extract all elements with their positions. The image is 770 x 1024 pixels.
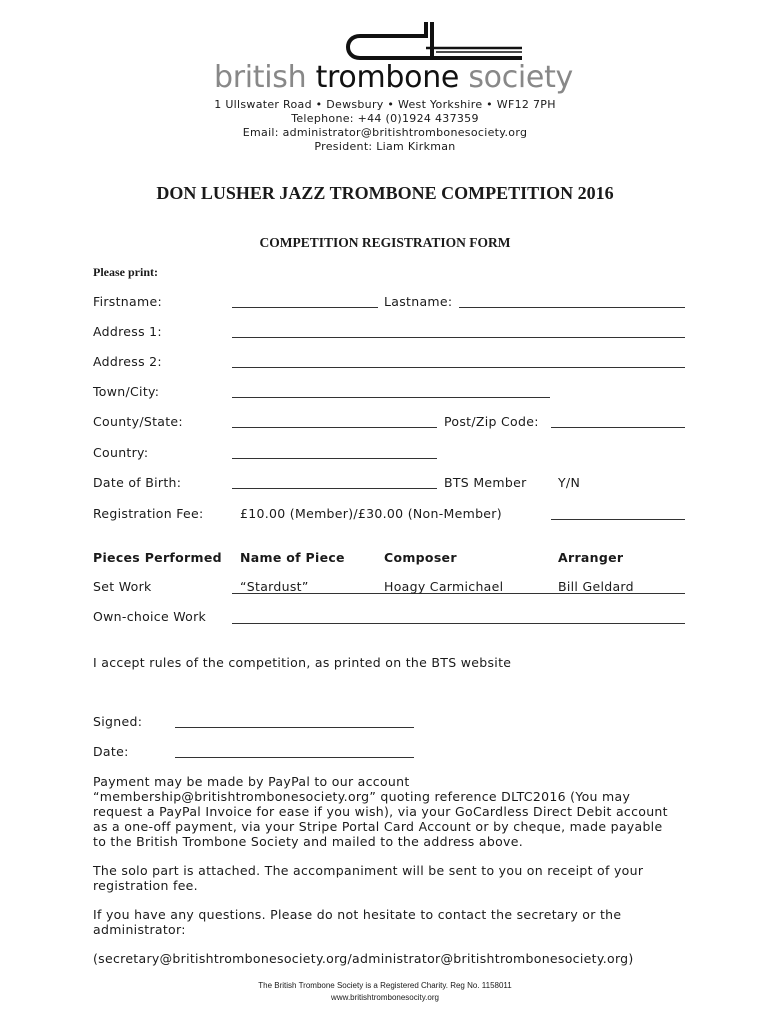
- county-field[interactable]: [232, 427, 437, 428]
- bts-member-yn[interactable]: Y/N: [558, 475, 581, 490]
- postcode-label: Post/Zip Code:: [444, 414, 539, 429]
- date-label: Date:: [93, 744, 129, 759]
- address-line: 1 Ullswater Road • Dewsbury • West Yorkshire • WF12 7PH: [214, 98, 556, 111]
- fee-field[interactable]: [551, 519, 685, 520]
- town-label: Town/City:: [93, 384, 160, 399]
- address1-field[interactable]: [232, 337, 685, 338]
- accept-rules-text: I accept rules of the competition, as printed on the BTS website: [93, 655, 512, 670]
- page-title: DON LUSHER JAZZ TROMBONE COMPETITION 2016: [156, 183, 614, 203]
- questions-paragraph: [93, 907, 621, 937]
- address2-field[interactable]: [232, 367, 685, 368]
- payment-line: Payment may be made by PayPal to our account: [93, 774, 410, 789]
- payment-line: request a PayPal Invoice for ease if you wish), via your GoCardless Direct Debit account: [93, 804, 668, 819]
- questions-line: administrator:: [93, 922, 186, 937]
- address2-label: Address 2:: [93, 354, 162, 369]
- piece-name-header: Name of Piece: [240, 550, 345, 565]
- address1-label: Address 1:: [93, 324, 162, 339]
- email-line: Email: administrator@britishtrombonesociety.org: [242, 126, 528, 139]
- set-work-arranger: Bill Geldard: [558, 579, 634, 594]
- solo-line: The solo part is attached. The accompaniment will be sent to you on receipt of your: [93, 863, 644, 878]
- own-choice-label: Own-choice Work: [93, 609, 207, 624]
- dob-label: Date of Birth:: [93, 475, 182, 490]
- payment-paragraph: [93, 774, 668, 849]
- charity-footer: The British Trombone Society is a Registered Charity. Reg No. 1158011: [258, 981, 512, 990]
- dob-field[interactable]: [232, 488, 437, 489]
- bts-member-label: BTS Member: [444, 475, 527, 490]
- logo-british: british: [214, 60, 316, 95]
- signature-field[interactable]: [175, 727, 414, 728]
- lastname-label: Lastname:: [384, 294, 453, 309]
- society-logo-text: [214, 60, 573, 95]
- website-footer: www.britishtrombonesocity.org: [331, 993, 439, 1002]
- own-choice-field[interactable]: [232, 623, 685, 624]
- set-work-piece: “Stardust”: [240, 579, 309, 594]
- please-print-label: Please print:: [93, 265, 158, 279]
- fee-value: £10.00 (Member)/£30.00 (Non-Member): [240, 506, 502, 521]
- solo-line: registration fee.: [93, 878, 198, 893]
- set-work-composer: Hoagy Carmichael: [384, 579, 504, 594]
- composer-header: Composer: [384, 550, 457, 565]
- logo-society: society: [459, 60, 574, 95]
- questions-line: If you have any questions. Please do not hesitate to contact the secretary or the: [93, 907, 622, 922]
- country-label: Country:: [93, 445, 149, 460]
- county-label: County/State:: [93, 414, 183, 429]
- firstname-label: Firstname:: [93, 294, 162, 309]
- payment-line: as a one-off payment, via your Stripe Portal Card Account or by cheque, made payable: [93, 819, 663, 834]
- pieces-header: Pieces Performed: [93, 550, 222, 565]
- town-field[interactable]: [232, 397, 550, 398]
- telephone-line: Telephone: +44 (0)1924 437359: [291, 112, 479, 125]
- contact-emails: (secretary@britishtrombonesociety.org/administrator@britishtrombonesociety.org): [93, 951, 634, 966]
- set-work-label: Set Work: [93, 579, 152, 594]
- payment-line: to the British Trombone Society and mailed to the address above.: [93, 834, 523, 849]
- form-subtitle: COMPETITION REGISTRATION FORM: [259, 235, 511, 250]
- fee-label: Registration Fee:: [93, 506, 204, 521]
- lastname-field[interactable]: [459, 307, 685, 308]
- arranger-header: Arranger: [558, 550, 624, 565]
- postcode-field[interactable]: [551, 427, 685, 428]
- solo-paragraph: [93, 863, 643, 893]
- signed-label: Signed:: [93, 714, 143, 729]
- logo-trombone: trombone: [315, 60, 460, 95]
- date-field[interactable]: [175, 757, 414, 758]
- payment-line: “membership@britishtrombonesociety.org” quoting reference DLTC2016 (You may: [93, 789, 631, 804]
- firstname-field[interactable]: [232, 307, 378, 308]
- country-field[interactable]: [232, 458, 437, 459]
- president-line: President: Liam Kirkman: [314, 140, 456, 153]
